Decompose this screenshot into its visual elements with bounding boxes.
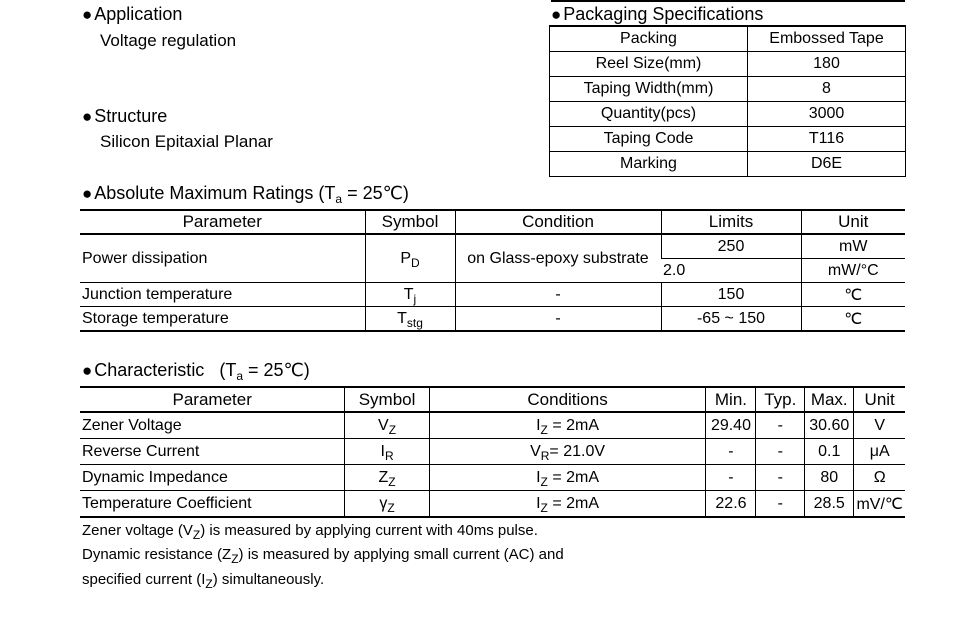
characteristic-table [80, 386, 905, 518]
application-heading-text: Application [94, 4, 183, 24]
amr-unit-junction: ℃ [801, 283, 905, 307]
chr-max: 0.1 [805, 439, 854, 465]
pkg-value: 8 [748, 77, 906, 102]
chr-unit: mV/℃ [854, 491, 905, 518]
table-row [550, 52, 906, 77]
chr-typ: - [756, 439, 805, 465]
amr-param-junction: Junction temperature [80, 283, 365, 307]
chr-unit: μA [854, 439, 905, 465]
table-row [550, 152, 906, 177]
col-header-conditions: Conditions [429, 387, 706, 412]
chr-conditions: $I_Z = 2mA$ [429, 491, 706, 518]
chr-max: 80 [805, 465, 854, 491]
amr-heading-text: Absolute Maximum Ratings [94, 183, 314, 203]
chr-symbol: $\gamma_Z$ [345, 491, 429, 518]
pkg-key: Taping Width(mm) [550, 77, 748, 102]
note-zener-voltage: Zener voltage $(V_Z)$ is measured by applying current with 40ms pulse. [82, 522, 538, 542]
packaging-heading [551, 4, 763, 25]
amr-sym-junction: $T_j$ [365, 283, 455, 307]
pkg-value: 3000 [748, 102, 906, 127]
chr-conditions: $I_Z = 2mA$ [429, 465, 706, 491]
note-specified-current: specified current $(I_Z)$ simultaneously. [82, 571, 325, 591]
characteristic-heading-text: Characteristic [94, 360, 205, 380]
pkg-key: Quantity(pcs) [550, 102, 748, 127]
chr-parameter: Temperature Coefficient [80, 491, 345, 518]
amr-param-power: Power dissipation [80, 234, 365, 283]
amr-limit-power-1: 250 [661, 234, 801, 259]
packaging-heading-text: Packaging Specifications [563, 4, 764, 24]
col-header-typ: Typ. [756, 387, 805, 412]
pkg-value: Embossed Tape [748, 26, 906, 52]
chr-parameter: Reverse Current [80, 439, 345, 465]
chr-min: - [706, 465, 756, 491]
table-row [80, 491, 905, 518]
table-header-row [80, 387, 905, 412]
pkg-key: Packing [550, 26, 748, 52]
pkg-value: T116 [748, 127, 906, 152]
table-row [550, 77, 906, 102]
packaging-table [549, 25, 906, 177]
application-text: Voltage regulation [100, 31, 237, 50]
chr-typ: - [756, 412, 805, 439]
chr-conditions: $V_R= 21.0V$ [429, 439, 706, 465]
table-row [80, 283, 905, 307]
note-dynamic-resistance: Dynamic resistance $(Z_Z)$ is measured by applying small current (AC) and [82, 546, 564, 566]
pkg-key: Reel Size(mm) [550, 52, 748, 77]
chr-typ: - [756, 491, 805, 518]
structure-heading [82, 106, 167, 127]
chr-parameter: Dynamic Impedance [80, 465, 345, 491]
pkg-key: Taping Code [550, 127, 748, 152]
amr-sym-power: $P_D$ [365, 234, 455, 283]
chr-min: 29.40 [706, 412, 756, 439]
pkg-key: Marking [550, 152, 748, 177]
amr-limit-storage: -65 ~ 150 [661, 307, 801, 332]
pkg-value: 180 [748, 52, 906, 77]
chr-symbol: $I_R$ [345, 439, 429, 465]
amr-unit-power-1: mW [801, 234, 905, 259]
chr-unit: Ω [854, 465, 905, 491]
table-header-row [80, 210, 905, 234]
table-row [80, 412, 905, 439]
table-row [550, 127, 906, 152]
col-header-unit: Unit [801, 210, 905, 234]
amr-cond-junction: - [455, 283, 661, 307]
characteristic-condition: ($T_a$ = 25℃) [219, 360, 310, 383]
amr-heading [82, 183, 409, 204]
structure-heading-text: Structure [94, 106, 168, 126]
col-header-condition: Condition [455, 210, 661, 234]
chr-min: 22.6 [706, 491, 756, 518]
col-header-unit: Unit [854, 387, 905, 412]
table-row [80, 465, 905, 491]
amr-table [80, 209, 905, 332]
table-row [80, 307, 905, 332]
chr-symbol: $Z_Z$ [345, 465, 429, 491]
chr-unit: V [854, 412, 905, 439]
amr-condition: ($T_a$ = 25℃) [318, 183, 409, 206]
amr-param-storage: Storage temperature [80, 307, 365, 332]
col-header-parameter: Parameter [80, 210, 365, 234]
chr-min: - [706, 439, 756, 465]
table-row [80, 439, 905, 465]
amr-limit-power-2: 2.0 [661, 259, 801, 283]
structure-text: Silicon Epitaxial Planar [100, 132, 273, 151]
col-header-limits: Limits [661, 210, 801, 234]
col-header-symbol: Symbol [365, 210, 455, 234]
chr-parameter: Zener Voltage [80, 412, 345, 439]
chr-conditions: $I_Z = 2mA$ [429, 412, 706, 439]
chr-max: 28.5 [805, 491, 854, 518]
amr-unit-storage: ℃ [801, 307, 905, 332]
amr-limit-junction: 150 [661, 283, 801, 307]
chr-symbol: $V_Z$ [345, 412, 429, 439]
chr-typ: - [756, 465, 805, 491]
col-header-max: Max. [805, 387, 854, 412]
pkg-value: D6E [748, 152, 906, 177]
amr-cond-power: on Glass-epoxy substrate [455, 234, 661, 283]
packaging-top-rule [551, 0, 905, 2]
application-heading [82, 4, 182, 25]
col-header-parameter: Parameter [80, 387, 345, 412]
table-row [550, 102, 906, 127]
table-row [550, 26, 906, 52]
col-header-symbol: Symbol [345, 387, 429, 412]
col-header-min: Min. [706, 387, 756, 412]
amr-sym-storage: $T_{stg}$ [365, 307, 455, 332]
amr-unit-power-2: mW/°C [801, 259, 905, 283]
chr-max: 30.60 [805, 412, 854, 439]
table-row [80, 234, 905, 259]
amr-cond-storage: - [455, 307, 661, 332]
characteristic-heading [82, 360, 310, 381]
